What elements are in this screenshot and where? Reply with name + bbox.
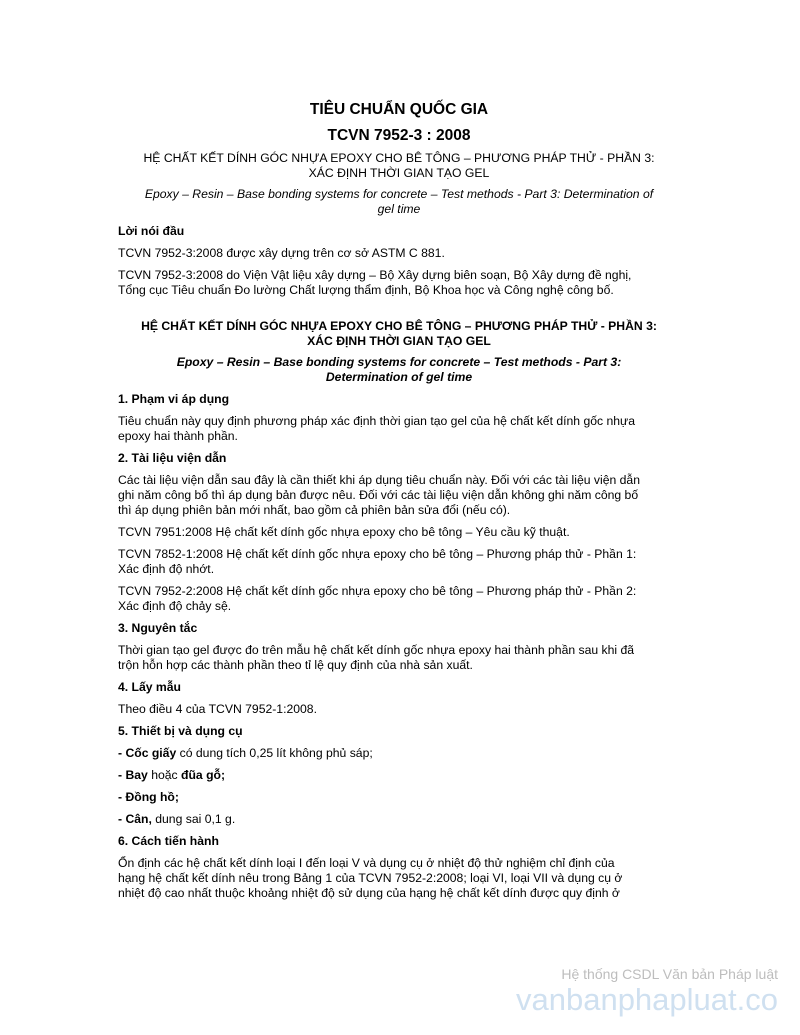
title-english-line-2: gel time bbox=[377, 202, 421, 216]
reference-2 bbox=[118, 547, 680, 577]
body-title-english-line-2: Determination of gel time bbox=[325, 370, 473, 384]
title-english-line-1: Epoxy – Resin – Base bonding systems for concrete – Test methods - Part 3: Determination of bbox=[144, 187, 654, 201]
section-2-line-1: Các tài liệu viện dẫn sau đây là cần thiết khi áp dụng tiêu chuẩn này. Đối với các tài liệu viện dẫn bbox=[118, 473, 640, 487]
section-4-heading: 4. Lấy mẫu bbox=[118, 680, 181, 694]
foreword-paragraph-1: TCVN 7952-3:2008 được xây dựng trên cơ sở ASTM C 881. bbox=[118, 246, 445, 260]
equipment-item-scale-name: - Cân, bbox=[118, 812, 152, 826]
watermark-caption: Hệ thống CSDL Văn bản Pháp luật bbox=[561, 966, 778, 982]
title-vietnamese-line-2: XÁC ĐỊNH THỜI GIAN TẠO GEL bbox=[308, 166, 490, 180]
title-english bbox=[118, 187, 680, 217]
equipment-item-clock bbox=[118, 790, 680, 805]
equipment-item-wooden-stick: đũa gỗ; bbox=[181, 768, 226, 782]
title-vietnamese bbox=[118, 151, 680, 181]
section-2-line-3: thì áp dụng phiên bản mới nhất, bao gồm cả phiên bản sửa đổi (nếu có). bbox=[118, 503, 511, 517]
section-4-paragraph: Theo điều 4 của TCVN 7952-1:2008. bbox=[118, 702, 317, 716]
equipment-item-trowel bbox=[118, 768, 680, 783]
watermark-site: vanbanphapluat.co bbox=[515, 982, 778, 1017]
section-2-line-2: ghi năm công bố thì áp dụng bản được nêu. Đối với các tài liệu viện dẫn không ghi năm công bố bbox=[118, 488, 639, 502]
section-3-heading: 3. Nguyên tắc bbox=[118, 621, 198, 635]
foreword-paragraph-2 bbox=[118, 268, 680, 298]
reference-2-line-1: TCVN 7852-1:2008 Hệ chất kết dính gốc nhựa epoxy cho bê tông – Phương pháp thử - Phần 1: bbox=[118, 547, 637, 561]
watermark bbox=[516, 965, 778, 1017]
spacer bbox=[118, 305, 680, 319]
section-1-heading: 1. Phạm vi áp dụng bbox=[118, 392, 230, 406]
section-2-heading: 2. Tài liệu viện dẫn bbox=[118, 451, 227, 465]
equipment-item-clock-name: - Đồng hồ; bbox=[118, 790, 179, 804]
section-6-paragraph bbox=[118, 856, 680, 901]
section-6-line-2: hạng hệ chất kết dính nêu trong Bảng 1 của TCVN 7952-2:2008; loại VI, loại VII và dụng cụ ở bbox=[118, 871, 623, 885]
section-3-line-2: trộn hỗn hợp các thành phần theo tỉ lệ quy định của nhà sản xuất. bbox=[118, 658, 473, 672]
standard-code: TCVN 7952-3 : 2008 bbox=[327, 127, 471, 144]
reference-3 bbox=[118, 584, 680, 614]
section-6-line-3: nhiệt độ cao nhất thuộc khoảng nhiệt độ sử dụng của hạng hệ chất kết dính được quy định ở bbox=[118, 886, 620, 900]
reference-3-line-1: TCVN 7952-2:2008 Hệ chất kết dính gốc nhựa epoxy cho bê tông – Phương pháp thử - Phần 2: bbox=[118, 584, 637, 598]
section-3-line-1: Thời gian tạo gel được đo trên mẫu hệ chất kết dính gốc nhựa epoxy hai thành phần sau khi đã bbox=[118, 643, 635, 657]
equipment-item-paper-cup-name: - Cốc giấy bbox=[118, 746, 177, 760]
title-vietnamese-line-1: HỆ CHẤT KẾT DÍNH GÓC NHỰA EPOXY CHO BÊ TÔNG – PHƯƠNG PHÁP THỬ - PHẦN 3: bbox=[143, 151, 655, 165]
equipment-item-paper-cup bbox=[118, 746, 680, 761]
body-title-vietnamese bbox=[118, 319, 680, 349]
reference-1: TCVN 7951:2008 Hệ chất kết dính gốc nhựa epoxy cho bê tông – Yêu cầu kỹ thuật. bbox=[118, 525, 570, 539]
foreword-paragraph-2-line-1: TCVN 7952-3:2008 do Viện Vật liệu xây dựng – Bộ Xây dựng biên soạn, Bộ Xây dựng đề nghị, bbox=[118, 268, 632, 282]
equipment-item-trowel-name: - Bay bbox=[118, 768, 148, 782]
section-6-line-1: Ổn định các hệ chất kết dính loại I đến loại V và dụng cụ ở nhiệt độ thử nghiệm chỉ định của bbox=[118, 856, 615, 870]
equipment-item-scale bbox=[118, 812, 680, 827]
body-title-vietnamese-line-2: XÁC ĐỊNH THỜI GIAN TẠO GEL bbox=[307, 334, 491, 348]
section-1-line-1: Tiêu chuẩn này quy định phương pháp xác định thời gian tạo gel của hệ chất kết dính gốc nhựa bbox=[118, 414, 635, 428]
body-title-english-line-1: Epoxy – Resin – Base bonding systems for concrete – Test methods - Part 3: bbox=[176, 355, 622, 369]
section-1-line-2: epoxy hai thành phần. bbox=[118, 429, 238, 443]
equipment-item-scale-desc: dung sai 0,1 g. bbox=[151, 812, 236, 826]
reference-2-line-2: Xác định độ nhớt. bbox=[118, 562, 215, 576]
section-5-heading: 5. Thiết bị và dụng cụ bbox=[118, 724, 243, 738]
section-3-paragraph bbox=[118, 643, 680, 673]
section-1-paragraph bbox=[118, 414, 680, 444]
equipment-item-trowel-or: hoặc bbox=[147, 768, 182, 782]
body-title-vietnamese-line-1: HỆ CHẤT KẾT DÍNH GÓC NHỰA EPOXY CHO BÊ TÔNG – PHƯƠNG PHÁP THỬ - PHẦN 3: bbox=[141, 319, 657, 333]
reference-3-line-2: Xác định độ chảy sệ. bbox=[118, 599, 232, 613]
body-title-english bbox=[118, 355, 680, 385]
section-6-heading: 6. Cách tiến hành bbox=[118, 834, 219, 848]
document-page bbox=[118, 100, 680, 908]
equipment-item-paper-cup-desc: có dung tích 0,25 lít không phủ sáp; bbox=[176, 746, 373, 760]
foreword-paragraph-2-line-2: Tổng cục Tiêu chuẩn Đo lường Chất lượng thẩm định, Bộ Khoa học và Công nghệ công bố. bbox=[118, 283, 614, 297]
document-title: TIÊU CHUẨN QUỐC GIA bbox=[309, 101, 489, 118]
section-2-paragraph bbox=[118, 473, 680, 518]
foreword-heading: Lời nói đầu bbox=[118, 224, 185, 238]
